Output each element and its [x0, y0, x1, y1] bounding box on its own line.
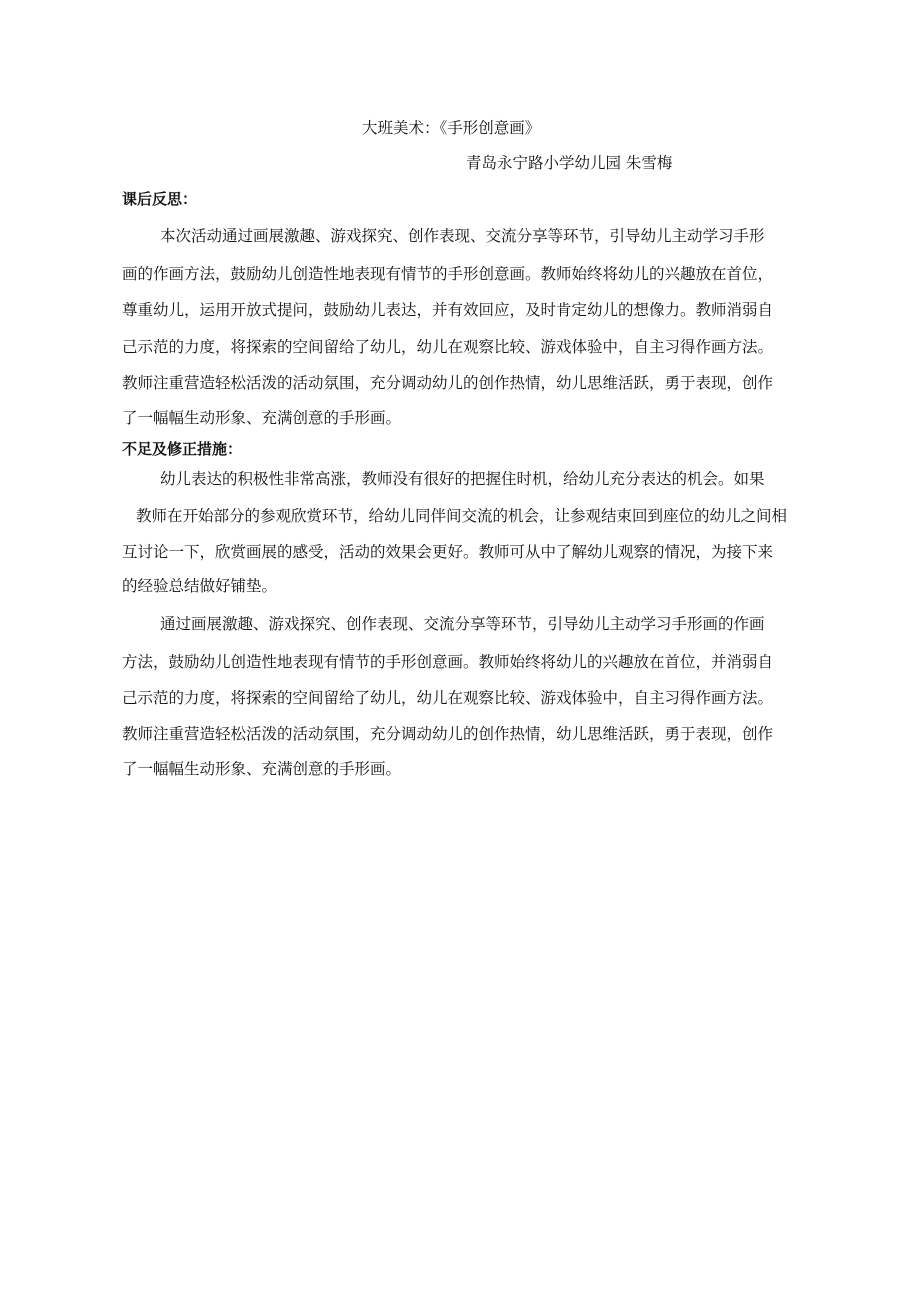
reflection-heading: 课后反思： — [122, 190, 198, 208]
reflection-line: 教师注重营造轻松活泼的活动氛围，充分调动幼儿的创作热情，幼儿思维活跃，勇于表现，创作 — [122, 374, 774, 392]
reflection-line: 己示范的力度，将探索的空间留给了幼儿，幼儿在观察比较、游戏体验中，自主习得作画方法。 — [122, 338, 774, 356]
improvement-line: 幼儿表达的积极性非常高涨，教师没有很好的把握住时机，给幼儿充分表达的机会。如果 — [160, 470, 765, 488]
reflection-line: 尊重幼儿，运用开放式提问，鼓励幼儿表达，并有效回应，及时肯定幼儿的想像力。教师消弱自 — [122, 301, 774, 319]
reflection-line: 本次活动通过画展激趣、游戏探究、创作表现、交流分享等环节，引导幼儿主动学习手形 — [160, 227, 765, 245]
improvement-line: 教师在开始部分的参观欣赏环节，给幼儿同伴间交流的机会，让参观结束回到座位的幼儿之间相 — [136, 507, 788, 525]
improvement-line: 的经验总结做好铺垫。 — [122, 577, 278, 595]
reflection-line: 了一幅幅生动形象、充满创意的手形画。 — [122, 409, 402, 427]
summary-line: 教师注重营造轻松活泼的活动氛围，充分调动幼儿的创作热情，幼儿思维活跃，勇于表现，创作 — [122, 725, 774, 743]
summary-line: 方法，鼓励幼儿创造性地表现有情节的手形创意画。教师始终将幼儿的兴趣放在首位，并消弱自 — [122, 653, 774, 671]
summary-line: 通过画展激趣、游戏探究、创作表现、交流分享等环节，引导幼儿主动学习手形画的作画 — [160, 615, 765, 633]
reflection-line: 画的作画方法，鼓励幼儿创造性地表现有情节的手形创意画。教师始终将幼儿的兴趣放在首位， — [122, 265, 774, 283]
document-author: 青岛永宁路小学幼儿园 朱雪梅 — [466, 154, 673, 172]
improvement-heading: 不足及修正措施： — [122, 440, 243, 458]
document-title: 大班美术：《手形创意画》 — [362, 119, 541, 137]
summary-line: 了一幅幅生动形象、充满创意的手形画。 — [122, 760, 402, 778]
summary-line: 己示范的力度，将探索的空间留给了幼儿，幼儿在观察比较、游戏体验中，自主习得作画方法。 — [122, 689, 774, 707]
improvement-line: 互讨论一下，欣赏画展的感受，活动的效果会更好。教师可从中了解幼儿观察的情况，为接下来 — [122, 543, 774, 561]
